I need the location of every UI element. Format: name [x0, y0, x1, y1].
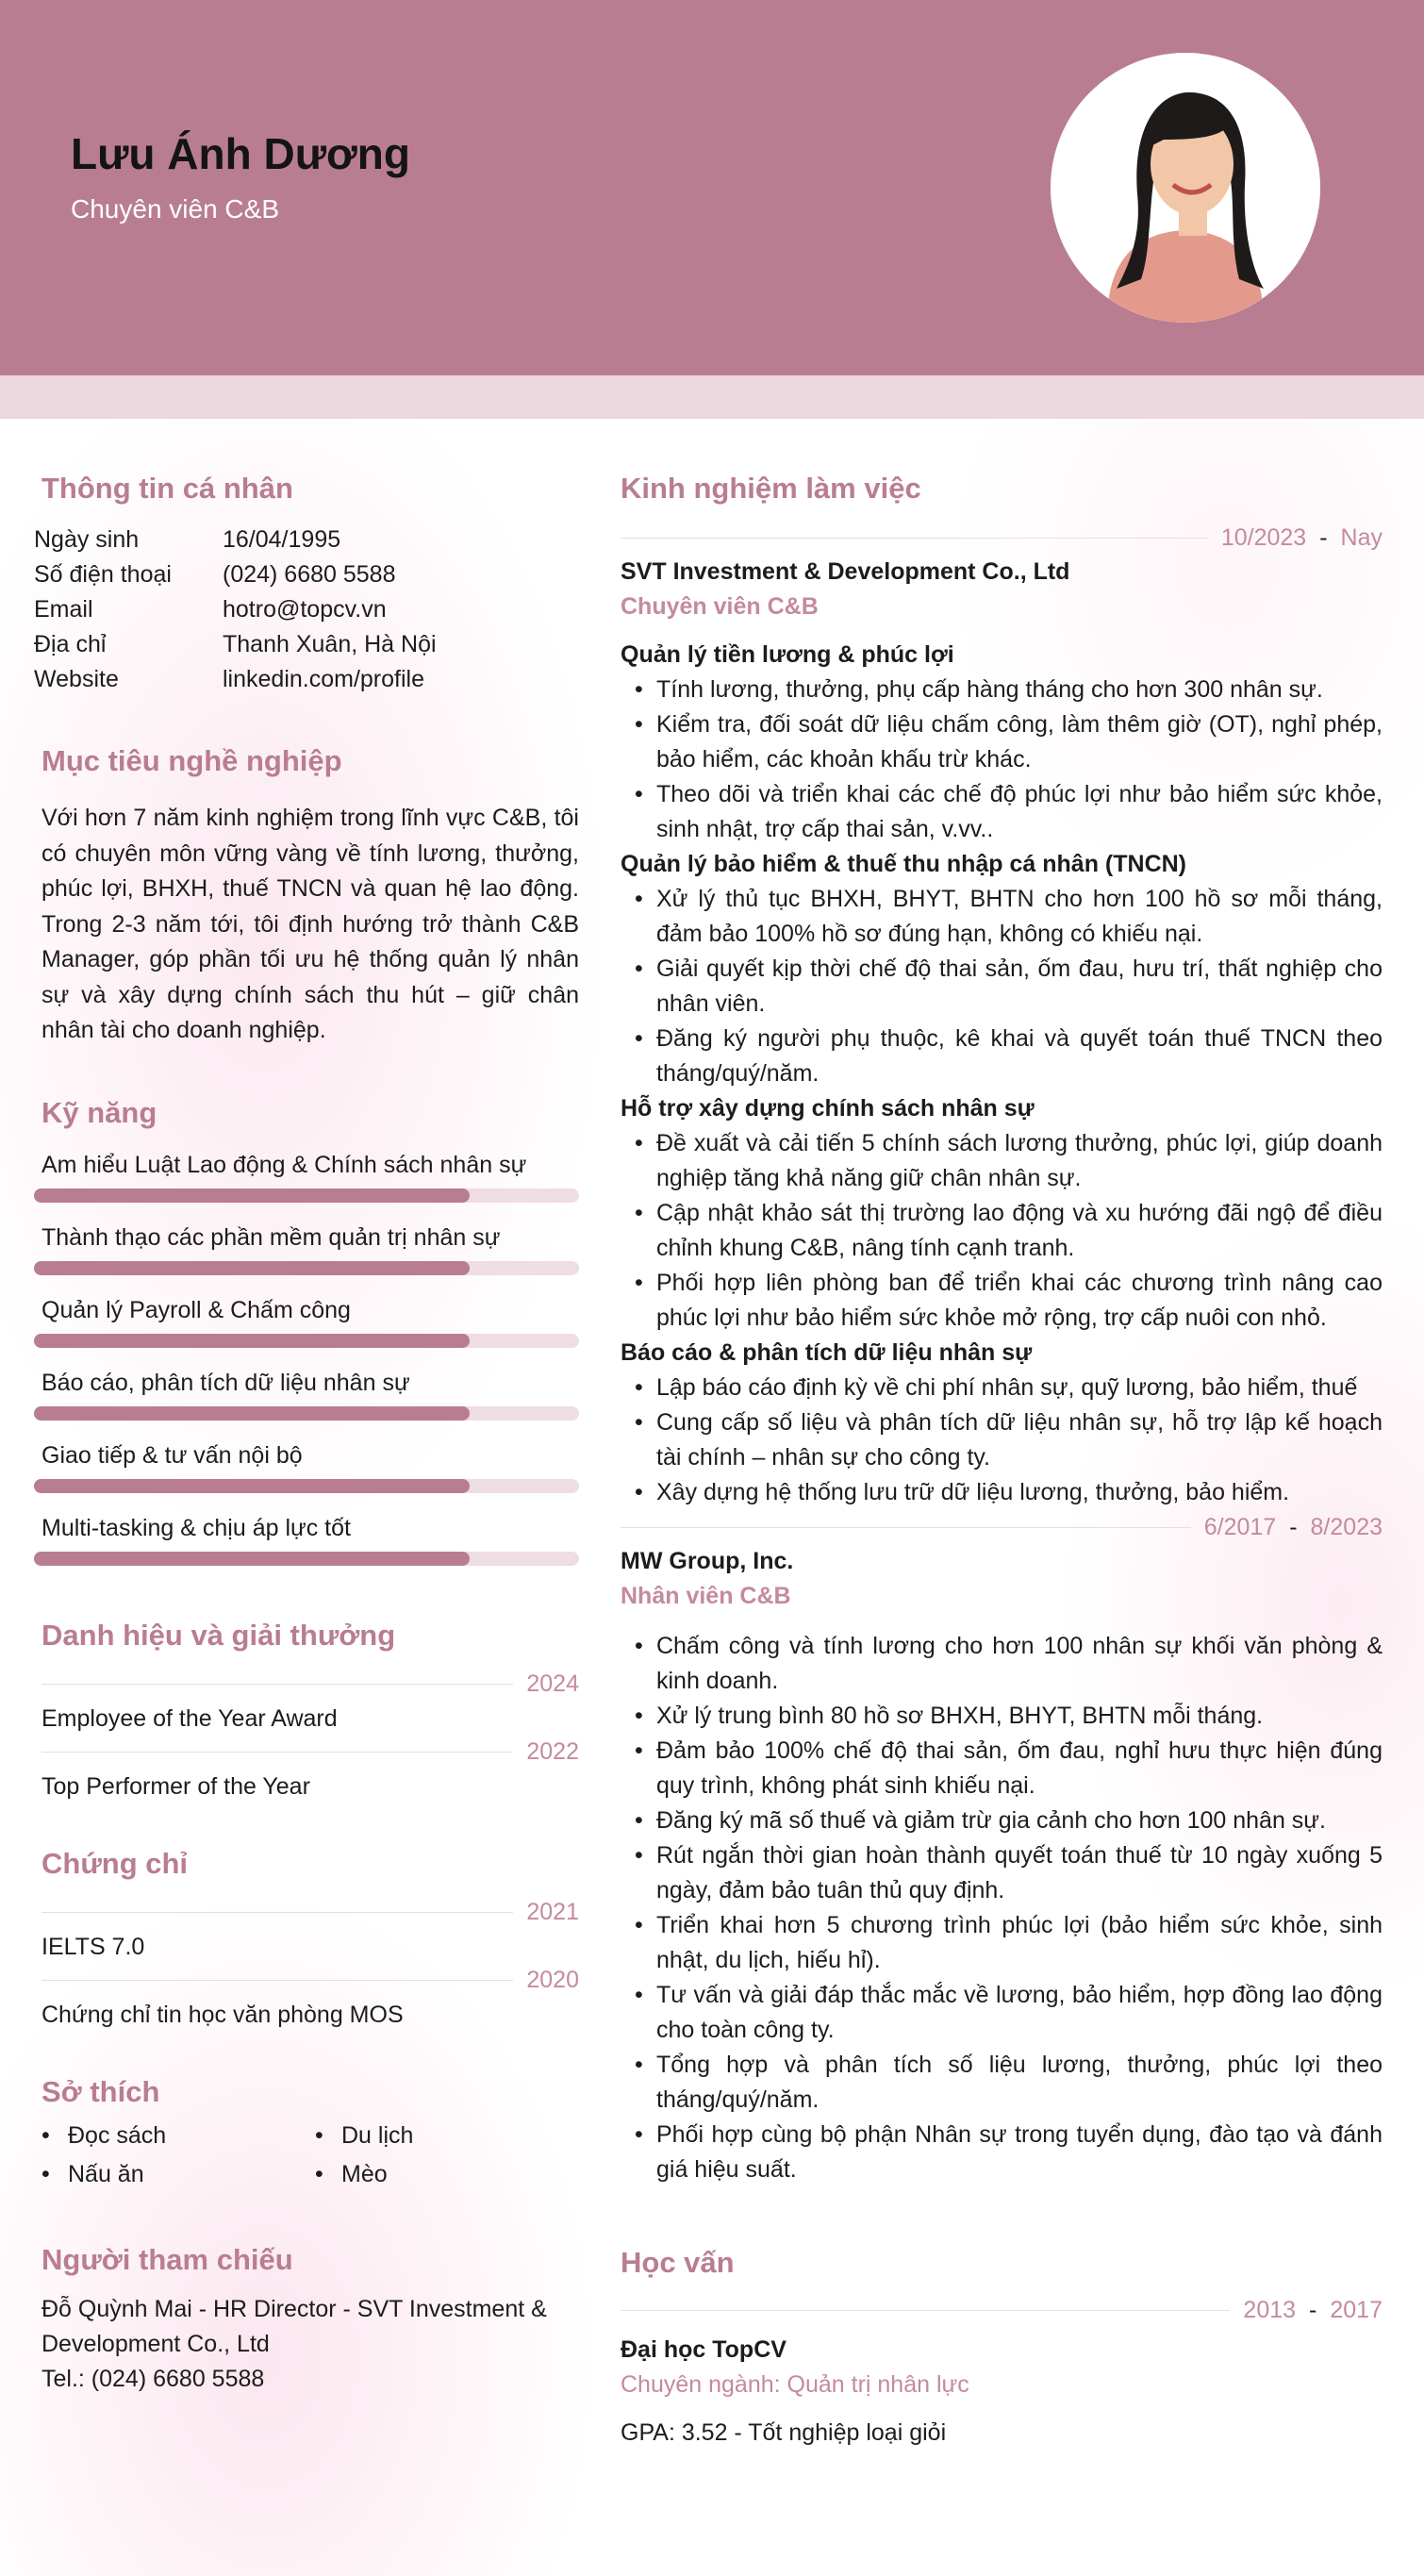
bullet-item: • Xây dựng hệ thống lưu trữ dữ liệu lương, thưởng, bảo hiểm. — [621, 1475, 1383, 1510]
bullet-item: • Lập báo cáo định kỳ về chi phí nhân sự, quỹ lương, bảo hiểm, thuế — [621, 1371, 1383, 1405]
job-1 — [621, 521, 1383, 1510]
bullet-item: • Đảm bảo 100% chế độ thai sản, ốm đau, nghỉ hưu thực hiện đúng quy trình, không phát sinh khiếu nại. — [621, 1734, 1383, 1803]
candidate-title: Chuyên viên C&B — [71, 194, 280, 224]
education-start: 2013 — [1243, 2296, 1297, 2323]
job-subheading: Quản lý bảo hiểm & thuế thu nhập cá nhân (TNCN) — [621, 851, 1187, 877]
skill-level-bar — [34, 1188, 579, 1203]
bullet-item: • Kiểm tra, đối soát dữ liệu chấm công, làm thêm giờ (OT), nghỉ phép, bảo hiểm, các khoản khấu trừ khác. — [621, 707, 1383, 777]
info-row-birthdate: Ngày sinh 16/04/1995 — [34, 526, 341, 553]
skill-level-fill — [34, 1334, 470, 1348]
left-column — [34, 472, 579, 2397]
bullet-item: • Rút ngắn thời gian hoàn thành quyết toán thuế từ 10 ngày xuống 5 ngày, đảm bảo tuân thủ quy định. — [621, 1838, 1383, 1908]
job-date-row: 10/2023 - Nay — [621, 521, 1383, 555]
certificate-year-row: 2020 — [41, 1964, 579, 1998]
info-row-phone: Số điện thoại (024) 6680 5588 — [34, 561, 396, 588]
skill-item — [34, 1439, 579, 1493]
skill-level-fill — [34, 1188, 470, 1203]
skill-name: Quản lý Payroll & Chấm công — [41, 1296, 351, 1323]
header-divider-band — [0, 375, 1424, 419]
bullet-item: • Đề xuất và cải tiến 5 chính sách lương thưởng, phúc lợi, giúp doanh nghiệp tăng khả năng giữ chân nhân sự. — [621, 1126, 1383, 1196]
section-title-skills: Kỹ năng — [41, 1095, 157, 1129]
hobby-item: • Nấu ăn — [41, 2161, 315, 2188]
hobbies-section — [41, 2075, 579, 2188]
job-bullets — [621, 1126, 1383, 1336]
skill-item — [34, 1149, 579, 1203]
job-bullets — [621, 1629, 1383, 2187]
info-row-email: Email hotro@topcv.vn — [34, 596, 387, 623]
education-section — [621, 2246, 1383, 2451]
section-title-experience: Kinh nghiệm làm việc — [621, 472, 921, 505]
skill-item — [34, 1512, 579, 1566]
info-row-address: Địa chỉ Thanh Xuân, Hà Nội — [34, 631, 437, 657]
bullet-item: • Tính lương, thưởng, phụ cấp hàng tháng cho hơn 300 nhân sự. — [621, 673, 1383, 707]
right-column — [621, 472, 1383, 2451]
section-title-certificates: Chứng chỉ — [41, 1846, 189, 1880]
avatar — [1051, 53, 1320, 323]
hobby-item: • Mèo — [315, 2161, 588, 2188]
candidate-name: Lưu Ánh Dương — [71, 129, 410, 178]
section-title-references: Người tham chiếu — [41, 2242, 293, 2276]
skill-name: Multi-tasking & chịu áp lực tốt — [41, 1514, 351, 1541]
hobbies-list — [41, 2122, 579, 2188]
bullet-item: • Tổng hợp và phân tích số liệu lương, thưởng, phúc lợi theo tháng/quý/năm. — [621, 2048, 1383, 2118]
skill-item — [34, 1222, 579, 1275]
hobby-item: • Du lịch — [315, 2122, 588, 2150]
job-company: MW Group, Inc. — [621, 1548, 794, 1574]
skill-level-bar — [34, 1479, 579, 1493]
objective-text: Với hơn 7 năm kinh nghiệm trong lĩnh vực C&B, tôi có chuyên môn vững vàng về tính lương, thưởng, phúc lợi, BHXH, thuế TNCN và quan hệ lao động. Trong 2-3 năm tới, tôi định hướng trở thành C&B Manager, góp phần tối ưu hệ thống quản lý nhân sự và xây dựng chính sách thu hút – giữ chân nhân tài cho doanh nghiệp. — [41, 805, 579, 1043]
job-role: Nhân viên C&B — [621, 1583, 791, 1609]
award-year-row: 2024 — [41, 1668, 579, 1702]
skill-level-fill — [34, 1406, 470, 1421]
info-row-website: Website linkedin.com/profile — [34, 666, 424, 692]
bullet-item: • Phối hợp liên phòng ban để triển khai các chương trình nâng cao phúc lợi như bảo hiểm sức khỏe mở rộng, trợ cấp nuôi con nhỏ. — [621, 1266, 1383, 1336]
education-end: 2017 — [1330, 2296, 1383, 2323]
references-section — [41, 2243, 579, 2397]
portrait-photo — [1051, 53, 1320, 323]
award-year-row: 2022 — [41, 1736, 579, 1770]
job-2 — [621, 1510, 1383, 2187]
header-banner — [0, 0, 1424, 375]
job-role: Chuyên viên C&B — [621, 593, 819, 620]
certificate-item: Chứng chỉ tin học văn phòng MOS — [41, 2001, 404, 2028]
job-bullets — [621, 673, 1383, 847]
bullet-item: • Giải quyết kịp thời chế độ thai sản, ốm đau, hưu trí, thất nghiệp cho nhân viên. — [621, 952, 1383, 1022]
bullet-item: • Đăng ký mã số thuế và giảm trừ gia cảnh cho hơn 100 nhân sự. — [621, 1803, 1383, 1838]
reference-text: Đỗ Quỳnh Mai - HR Director - SVT Investment & Development Co., Ltd — [41, 2295, 547, 2357]
job-subheading: Quản lý tiền lương & phúc lợi — [621, 641, 954, 668]
job-company: SVT Investment & Development Co., Ltd — [621, 558, 1070, 585]
award-item: Employee of the Year Award — [41, 1704, 338, 1732]
certificate-year-row: 2021 — [41, 1896, 579, 1930]
section-title-objective: Mục tiêu nghề nghiệp — [41, 744, 342, 777]
job-start: 6/2017 — [1203, 1513, 1277, 1540]
job-subheading: Hỗ trợ xây dựng chính sách nhân sự — [621, 1095, 1035, 1122]
skill-name: Am hiểu Luật Lao động & Chính sách nhân sự — [41, 1151, 527, 1178]
reference-phone: Tel.: (024) 6680 5588 — [41, 2365, 265, 2392]
job-bullets — [621, 882, 1383, 1091]
skill-level-bar — [34, 1261, 579, 1275]
certificate-item: IELTS 7.0 — [41, 1933, 145, 1960]
job-end: 8/2023 — [1310, 1513, 1383, 1540]
personal-info-section — [34, 472, 579, 697]
bullet-item: • Cập nhật khảo sát thị trường lao động và xu hướng đãi ngộ để điều chỉnh khung C&B, nâng tính cạnh tranh. — [621, 1196, 1383, 1266]
skills-section — [34, 1096, 579, 1566]
education-gpa: GPA: 3.52 - Tốt nghiệp loại giỏi — [621, 2419, 947, 2446]
skill-level-fill — [34, 1261, 470, 1275]
job-bullets — [621, 1371, 1383, 1510]
bullet-item: • Tư vấn và giải đáp thắc mắc về lương, bảo hiểm, hợp đồng lao động cho toàn công ty. — [621, 1978, 1383, 2048]
bullet-item: • Phối hợp cùng bộ phận Nhân sự trong tuyển dụng, đào tạo và đánh giá hiệu suất. — [621, 2118, 1383, 2187]
skill-name: Thành thạo các phần mềm quản trị nhân sự — [41, 1223, 501, 1251]
section-title-hobbies: Sở thích — [41, 2074, 160, 2108]
bullet-item: • Xử lý thủ tục BHXH, BHYT, BHTN cho hơn 100 hồ sơ mỗi tháng, đảm bảo 100% hồ sơ đúng hạn, không có khiếu nại. — [621, 882, 1383, 952]
job-subheading: Báo cáo & phân tích dữ liệu nhân sự — [621, 1339, 1033, 1366]
section-title-personal: Thông tin cá nhân — [41, 472, 293, 505]
skill-level-fill — [34, 1552, 470, 1566]
bullet-item: • Cung cấp số liệu và phân tích dữ liệu nhân sự, hỗ trợ lập kế hoạch tài chính – nhân sự cho công ty. — [621, 1405, 1383, 1475]
bullet-item: • Xử lý trung bình 80 hồ sơ BHXH, BHYT, BHTN mỗi tháng. — [621, 1699, 1383, 1734]
skill-level-bar — [34, 1406, 579, 1421]
certificates-section — [34, 1847, 579, 2032]
award-item: Top Performer of the Year — [41, 1772, 310, 1800]
education-school: Đại học TopCV — [621, 2336, 787, 2363]
bullet-item: • Đăng ký người phụ thuộc, kê khai và quyết toán thuế TNCN theo tháng/quý/năm. — [621, 1022, 1383, 1091]
objective-section — [41, 744, 579, 1049]
bullet-item: • Triển khai hơn 5 chương trình phúc lợi (bảo hiểm sức khỏe, sinh nhật, du lịch, hiếu hỉ). — [621, 1908, 1383, 1978]
bullet-item: • Theo dõi và triển khai các chế độ phúc lợi như bảo hiểm sức khỏe, sinh nhật, trợ cấp thai sản, v.vv.. — [621, 777, 1383, 847]
skill-level-fill — [34, 1479, 470, 1493]
education-major: Chuyên ngành: Quản trị nhân lực — [621, 2371, 969, 2398]
job-end: Nay — [1340, 524, 1383, 551]
skill-name: Báo cáo, phân tích dữ liệu nhân sự — [41, 1369, 410, 1396]
skill-name: Giao tiếp & tư vấn nội bộ — [41, 1441, 303, 1469]
skill-item — [34, 1294, 579, 1348]
skill-item — [34, 1367, 579, 1421]
bullet-item: • Chấm công và tính lương cho hơn 100 nhân sự khối văn phòng & kinh doanh. — [621, 1629, 1383, 1699]
skill-level-bar — [34, 1334, 579, 1348]
awards-section — [34, 1619, 579, 1803]
skill-level-bar — [34, 1552, 579, 1566]
section-title-awards: Danh hiệu và giải thưởng — [41, 1618, 396, 1652]
job-start: 10/2023 — [1220, 524, 1307, 551]
education-date-row: 2013 - 2017 — [621, 2293, 1383, 2327]
hobby-item: • Đọc sách — [41, 2122, 315, 2150]
job-date-row: 6/2017 - 8/2023 — [621, 1510, 1383, 1544]
section-title-education: Học vấn — [621, 2246, 735, 2279]
